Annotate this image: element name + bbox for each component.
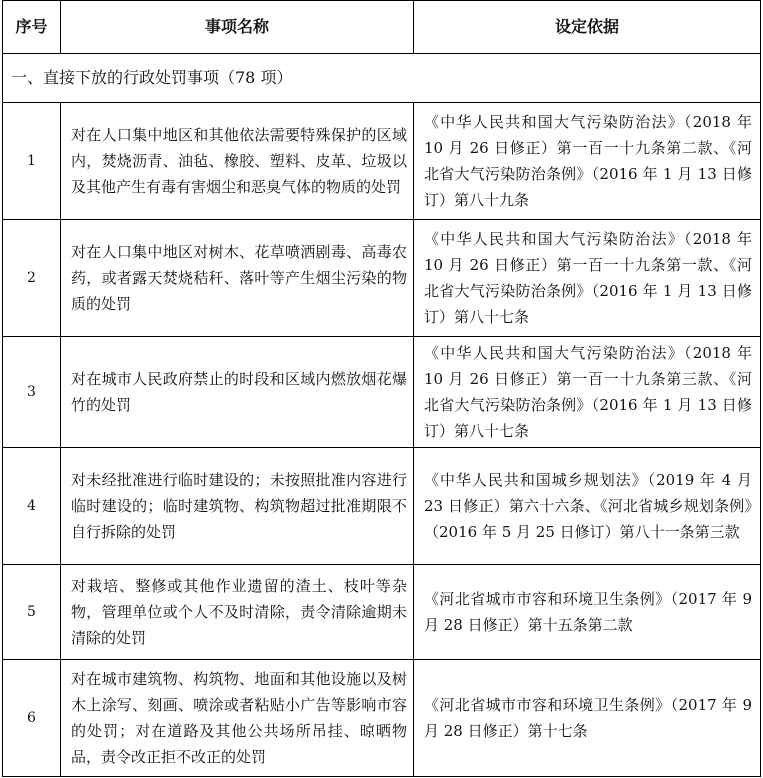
- table-row: [3, 565, 761, 660]
- row-item-name-text: 对在城市人民政府禁止的时段和区域内燃放烟花爆竹的处罚: [71, 370, 407, 414]
- row-item-name: [61, 220, 414, 337]
- table-row: [3, 660, 761, 777]
- section-row: [3, 54, 761, 103]
- row-basis-text: 《中华人民共和国大气污染防治法》（2018 年 10 月 26 日修正）第一百一十九条第三款、《河北省大气污染防治条例》（2016 年 1 月 13 日修订）第八十七条: [424, 344, 752, 440]
- row-seq: 2: [3, 220, 61, 337]
- row-seq: 3: [3, 337, 61, 448]
- row-basis: [414, 337, 761, 448]
- row-seq: 6: [3, 660, 61, 777]
- row-item-name-text: 对在人口集中地区和其他依法需要特殊保护的区域内，焚烧沥青、油毡、橡胶、塑料、皮革、垃圾以及其他产生有毒有害烟尘和恶臭气体的物质的处罚: [71, 126, 407, 196]
- section-title: 一、直接下放的行政处罚事项（78 项）: [3, 54, 761, 103]
- row-item-name-text: 对栽培、整修或其他作业遗留的渣土、枝叶等杂物，管理单位或个人不及时清除，责令清除逾期未清除的处罚: [71, 577, 407, 647]
- row-basis: [414, 103, 761, 220]
- table-row: [3, 337, 761, 448]
- row-item-name: [61, 103, 414, 220]
- row-item-name-text: 对在人口集中地区对树木、花草喷洒剧毒、高毒农药，或者露天焚烧秸秆、落叶等产生烟尘污染的物质的处罚: [71, 243, 407, 313]
- row-basis: [414, 660, 761, 777]
- row-item-name: [61, 565, 414, 660]
- row-item-name-text: 对在城市建筑物、构筑物、地面和其他设施以及树木上涂写、刻画、喷涂或者粘贴小广告等影响市容的处罚；对在道路及其他公共场所吊挂、晾晒物品，责令改正拒不改正的处罚: [71, 670, 407, 766]
- row-basis-text: 《河北省城市市容和环境卫生条例》（2017 年 9 月 28 日修正）第十五条第二款: [424, 590, 752, 634]
- row-item-name: [61, 337, 414, 448]
- penalty-items-table: [2, 0, 761, 777]
- row-seq: 5: [3, 565, 61, 660]
- header-seq: 序号: [3, 1, 61, 54]
- row-basis: [414, 448, 761, 565]
- table-row: [3, 103, 761, 220]
- header-item-name: 事项名称: [61, 1, 414, 54]
- row-basis: [414, 565, 761, 660]
- row-seq: 1: [3, 103, 61, 220]
- row-basis-text: 《中华人民共和国城乡规划法》（2019 年 4 月 23 日修正）第六十六条、《河北省城乡规划条例》（2016 年 5 月 25 日修订）第八十一条第三款: [424, 471, 752, 541]
- row-basis-text: 《河北省城市市容和环境卫生条例》（2017 年 9 月 28 日修正）第十七条: [424, 696, 752, 740]
- row-seq: 4: [3, 448, 61, 565]
- table-row: [3, 448, 761, 565]
- row-basis: [414, 220, 761, 337]
- table-header-row: [3, 1, 761, 54]
- row-basis-text: 《中华人民共和国大气污染防治法》（2018 年 10 月 26 日修正）第一百一十九条第二款、《河北省大气污染防治条例》（2016 年 1 月 13 日修订）第八十九条: [424, 113, 752, 209]
- row-item-name-text: 对未经批准进行临时建设的；未按照批准内容进行临时建设的；临时建筑物、构筑物超过批准期限不自行拆除的处罚: [71, 471, 407, 541]
- header-basis: 设定依据: [414, 1, 761, 54]
- row-item-name: [61, 660, 414, 777]
- row-item-name: [61, 448, 414, 565]
- table-row: [3, 220, 761, 337]
- row-basis-text: 《中华人民共和国大气污染防治法》（2018 年 10 月 26 日修正）第一百一十九条第一款、《河北省大气污染防治条例》（2016 年 1 月 13 日修订）第八十七条: [424, 230, 752, 326]
